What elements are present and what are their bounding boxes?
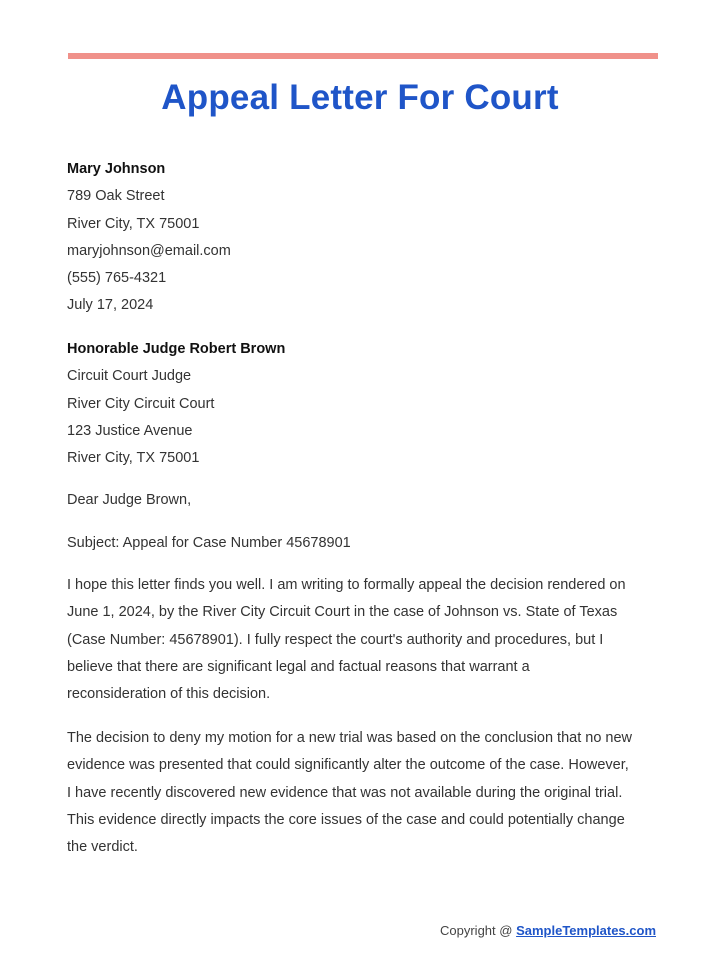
paragraph-line: evidence was presented that could significantly alter the outcome of the case. However, bbox=[67, 757, 629, 774]
paragraph-line: the verdict. bbox=[67, 839, 138, 856]
copyright-label: Copyright @ bbox=[440, 923, 513, 938]
paragraph-line: The decision to deny my motion for a new trial was based on the conclusion that no new bbox=[67, 730, 633, 746]
recipient-position: Circuit Court Judge bbox=[67, 368, 192, 385]
copyright-footer bbox=[440, 923, 656, 938]
paragraph-line: June 1, 2024, by the River City Circuit Court in the case of Johnson vs. State of Texas bbox=[67, 604, 618, 621]
recipient-block bbox=[67, 336, 285, 472]
paragraph-line: believe that there are significant legal and factual reasons that warrant a bbox=[67, 658, 530, 675]
body-paragraph-2 bbox=[67, 725, 667, 861]
recipient-city: River City, TX 75001 bbox=[67, 450, 200, 467]
paragraph-line: reconsideration of this decision. bbox=[67, 686, 271, 703]
recipient-court: River City Circuit Court bbox=[67, 395, 215, 412]
paragraph-line: (Case Number: 45678901). I fully respect the court's authority and procedures, but I bbox=[67, 631, 604, 648]
body-paragraph-1 bbox=[67, 572, 667, 708]
top-accent-rule bbox=[68, 53, 658, 59]
recipient-street: 123 Justice Avenue bbox=[67, 422, 193, 439]
subject-text: Subject: Appeal for Case Number 45678901 bbox=[67, 535, 351, 551]
letter-date: July 17, 2024 bbox=[67, 297, 154, 314]
sender-phone: (555) 765-4321 bbox=[67, 270, 167, 287]
sender-block bbox=[67, 156, 231, 320]
sender-email: maryjohnson@email.com bbox=[67, 242, 231, 259]
salutation bbox=[67, 487, 191, 514]
sender-street: 789 Oak Street bbox=[67, 188, 165, 205]
sampletemplates-link[interactable]: SampleTemplates.com bbox=[516, 923, 656, 938]
paragraph-line: I have recently discovered new evidence that was not available during the original trial. bbox=[67, 784, 623, 801]
sender-name: Mary Johnson bbox=[67, 161, 166, 177]
paragraph-line: I hope this letter finds you well. I am writing to formally appeal the decision rendered on bbox=[67, 577, 626, 593]
subject-line bbox=[67, 530, 351, 557]
recipient-name: Honorable Judge Robert Brown bbox=[67, 341, 286, 357]
sender-city: River City, TX 75001 bbox=[67, 215, 200, 232]
page-title: Appeal Letter For Court bbox=[161, 78, 559, 117]
salutation-text: Dear Judge Brown, bbox=[67, 492, 192, 508]
paragraph-line: This evidence directly impacts the core issues of the case and could potentially change bbox=[67, 811, 625, 828]
